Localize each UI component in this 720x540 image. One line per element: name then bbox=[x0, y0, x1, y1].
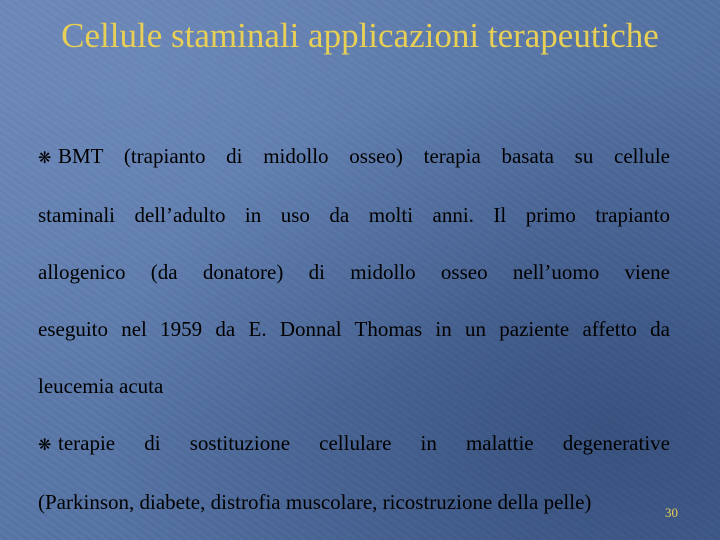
bullet-line: staminali dell’adulto in uso da molti anni. Il primo trapianto bbox=[38, 203, 670, 227]
bullet-text: terapie di sostituzione cellulare in malattie degenerative bbox=[58, 431, 670, 455]
snowflake-bullet-icon: ❋ bbox=[38, 437, 52, 454]
bullet-line: allogenico (da donatore) di midollo osseo nell’uomo viene bbox=[38, 260, 670, 284]
slide-title: Cellule staminali applicazioni terapeutiche bbox=[61, 16, 659, 55]
snowflake-bullet-icon: ❋ bbox=[38, 150, 52, 167]
bullet-item-bmt bbox=[38, 128, 670, 415]
page-number: 30 bbox=[665, 505, 678, 520]
bullet-line bbox=[38, 415, 670, 474]
bullet-line bbox=[38, 128, 670, 187]
bullet-line: leucemia acuta bbox=[38, 374, 164, 398]
bullet-line: eseguito nel 1959 da E. Donnal Thomas in un paziente affetto da bbox=[38, 317, 670, 341]
slide-body bbox=[38, 128, 670, 531]
bullet-item-terapie bbox=[38, 415, 670, 531]
bullet-text: BMT (trapianto di midollo osseo) terapia basata su cellule bbox=[58, 144, 670, 168]
bullet-line: (Parkinson, diabete, distrofia muscolare, ricostruzione della pelle) bbox=[38, 490, 592, 514]
